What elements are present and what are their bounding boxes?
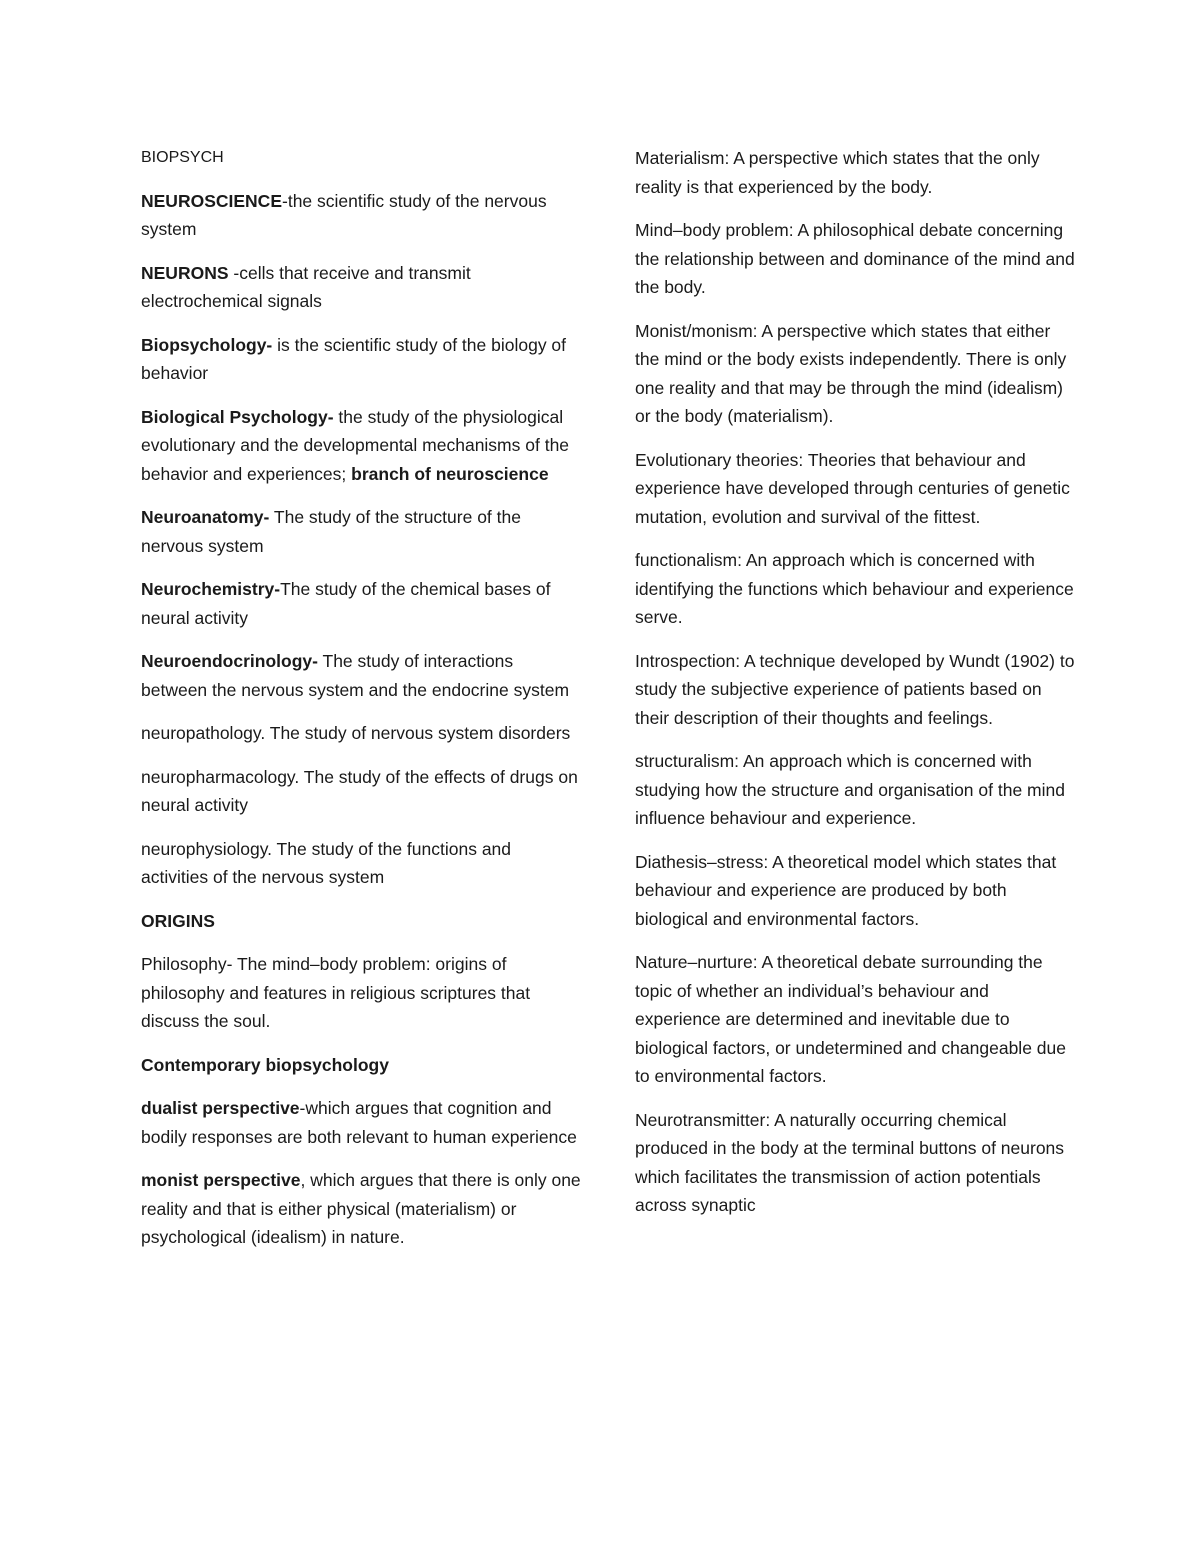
- definition-diathesis-stress: Diathesis–stress: A theoretical model which states that behaviour and experience are produced by both biological and environmental factors.: [635, 851, 1057, 929]
- definition-neuroscience: [141, 187, 581, 244]
- term-neuroscience: NEUROSCIENCE: [141, 190, 282, 211]
- heading-origins: ORIGINS: [141, 910, 215, 931]
- definition-neuroendocrinology: [141, 647, 581, 704]
- definition-dualist-perspective: [141, 1094, 581, 1151]
- definition-neurophysiology: neurophysiology. The study of the functions and activities of the nervous system: [141, 838, 512, 887]
- definition-introspection: Introspection: A technique developed by Wundt (1902) to study the subjective experience of patients based on their description of their thoughts and feelings.: [635, 650, 1075, 728]
- definition-neurochemistry: [141, 575, 581, 632]
- definition-neurons: [141, 259, 581, 316]
- right-column: [635, 144, 1075, 1235]
- definition-text: The study of interactions between the nervous system and the endocrine system: [141, 651, 570, 700]
- definition-materialism: Materialism: A perspective which states that the only reality is that experienced by the body.: [635, 148, 1040, 197]
- heading-contemporary-biopsychology: Contemporary biopsychology: [141, 1054, 389, 1075]
- definition-monist-perspective: [141, 1166, 581, 1252]
- term-neurochemistry: Neurochemistry-: [141, 579, 281, 599]
- definition-nature-nurture: Nature–nurture: A theoretical debate surrounding the topic of whether an individual’s behaviour and experience are determined and inevitable due to biological factors, or undetermined and changeable due to environmental factors.: [635, 952, 1066, 1086]
- term-neurons: NEURONS: [141, 262, 229, 283]
- term-monist-perspective: monist perspective: [141, 1170, 301, 1190]
- definition-neuroanatomy: [141, 503, 581, 560]
- definition-text: , which argues that there is only one reality and that is either physical (materialism) or psychological (idealism) in nature.: [141, 1170, 581, 1247]
- definition-neuropharmacology: neuropharmacology. The study of the effects of drugs on neural activity: [141, 766, 578, 815]
- term-neuroendocrinology: Neuroendocrinology-: [141, 651, 318, 671]
- definition-mind-body-problem: Mind–body problem: A philosophical debate concerning the relationship between and dominance of the mind and the body.: [635, 220, 1075, 297]
- philosophy-paragraph: Philosophy- The mind–body problem: origins of philosophy and features in religious scriptures that discuss the soul.: [141, 954, 531, 1031]
- definition-text: -which argues that cognition and bodily responses are both relevant to human experience: [141, 1098, 577, 1147]
- left-column: [141, 144, 581, 1267]
- document-title: BIOPSYCH: [141, 149, 224, 166]
- branch-of-neuroscience: branch of neuroscience: [351, 463, 549, 484]
- definition-text: the study of the physiological evolutionary and the developmental mechanisms of the behavior and experiences;: [141, 406, 570, 484]
- definition-evolutionary-theories: Evolutionary theories: Theories that behaviour and experience have developed through centuries of genetic mutation, evolution and survival of the fittest.: [635, 449, 1070, 527]
- term-dualist-perspective: dualist perspective: [141, 1098, 300, 1118]
- term-biological-psychology: Biological Psychology-: [141, 406, 334, 427]
- definition-text: The study of the chemical bases of neural activity: [141, 579, 551, 628]
- definition-text: is the scientific study of the biology of behavior: [141, 334, 567, 383]
- definition-functionalism: functionalism: An approach which is concerned with identifying the functions which behaviour and experience serve.: [635, 550, 1074, 627]
- definition-monism: Monist/monism: A perspective which states that either the mind or the body exists independently. There is only one reality and that may be through the mind (idealism) or the body (materialism).: [635, 320, 1067, 426]
- definition-biopsychology: [141, 331, 581, 388]
- definition-text: -the scientific study of the nervous system: [141, 190, 547, 239]
- definition-text: -cells that receive and transmit electrochemical signals: [141, 262, 471, 311]
- term-neuroanatomy: Neuroanatomy-: [141, 507, 270, 527]
- definition-biological-psychology: [141, 403, 581, 489]
- definition-neuropathology: neuropathology. The study of nervous system disorders: [141, 723, 571, 743]
- definition-text: The study of the structure of the nervous system: [141, 507, 521, 556]
- definition-structuralism: structuralism: An approach which is concerned with studying how the structure and organisation of the mind influence behaviour and experience.: [635, 751, 1065, 828]
- term-biopsychology: Biopsychology-: [141, 334, 273, 355]
- definition-neurotransmitter: Neurotransmitter: A naturally occurring chemical produced in the body at the terminal buttons of neurons which facilitates the transmission of action potentials across synaptic: [635, 1109, 1065, 1215]
